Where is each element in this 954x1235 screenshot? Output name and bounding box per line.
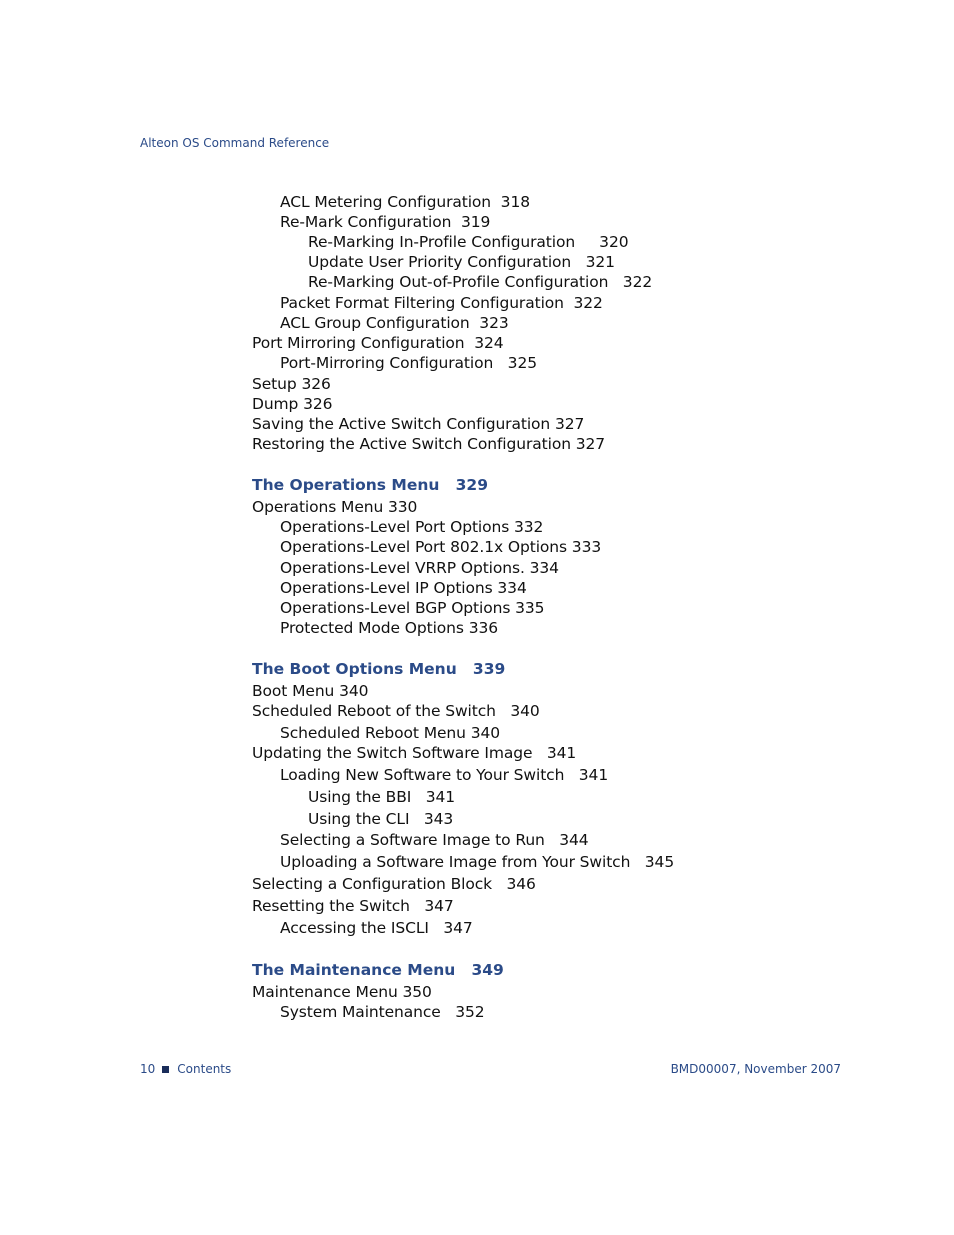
- toc-entry[interactable]: Loading New Software to Your Switch 341: [280, 766, 609, 784]
- toc-entry[interactable]: Dump 326: [252, 395, 333, 413]
- toc-entry[interactable]: ACL Group Configuration 323: [280, 314, 509, 332]
- toc-entry[interactable]: Resetting the Switch 347: [252, 897, 454, 915]
- toc-entry[interactable]: Operations Menu 330: [252, 498, 418, 516]
- toc-entry[interactable]: Protected Mode Options 336: [280, 619, 498, 637]
- page-number: 10: [140, 1062, 156, 1076]
- toc-entry[interactable]: Port Mirroring Configuration 324: [252, 334, 504, 352]
- toc-entry[interactable]: ACL Metering Configuration 318: [280, 193, 530, 211]
- toc-entry[interactable]: Re-Marking Out-of-Profile Configuration 322: [308, 273, 653, 291]
- toc-entry[interactable]: Re-Marking In-Profile Configuration 320: [308, 233, 629, 251]
- toc-entry[interactable]: Selecting a Configuration Block 346: [252, 875, 536, 893]
- toc-entry[interactable]: Update User Priority Configuration 321: [308, 253, 615, 271]
- toc-entry[interactable]: Re-Mark Configuration 319: [280, 213, 491, 231]
- toc-entry[interactable]: Selecting a Software Image to Run 344: [280, 831, 589, 849]
- toc-entry[interactable]: Updating the Switch Software Image 341: [252, 744, 577, 762]
- toc-entry[interactable]: Operations-Level BGP Options 335: [280, 599, 545, 617]
- toc-entry[interactable]: Uploading a Software Image from Your Switch 345: [280, 853, 675, 871]
- square-bullet-icon: [162, 1066, 169, 1073]
- toc-section-heading[interactable]: The Operations Menu 329: [252, 476, 488, 494]
- toc-entry[interactable]: Using the BBI 341: [308, 788, 455, 806]
- toc-entry[interactable]: Scheduled Reboot Menu 340: [280, 724, 500, 742]
- toc-entry[interactable]: Operations-Level Port 802.1x Options 333: [280, 538, 602, 556]
- toc-entry[interactable]: Operations-Level IP Options 334: [280, 579, 527, 597]
- toc-entry[interactable]: Accessing the ISCLI 347: [280, 919, 473, 937]
- toc-entry[interactable]: Port-Mirroring Configuration 325: [280, 354, 537, 372]
- toc-entry[interactable]: Scheduled Reboot of the Switch 340: [252, 702, 540, 720]
- toc-section-heading[interactable]: The Maintenance Menu 349: [252, 961, 504, 979]
- footer-section: Contents: [177, 1062, 232, 1076]
- toc-entry[interactable]: Boot Menu 340: [252, 682, 369, 700]
- toc-entry[interactable]: Operations-Level Port Options 332: [280, 518, 544, 536]
- toc-entry[interactable]: Operations-Level VRRP Options. 334: [280, 559, 559, 577]
- toc-section-heading[interactable]: The Boot Options Menu 339: [252, 660, 506, 678]
- toc-entry[interactable]: Setup 326: [252, 375, 331, 393]
- toc-entry[interactable]: Using the CLI 343: [308, 810, 454, 828]
- footer-doc-id: BMD00007, November 2007: [670, 1062, 841, 1076]
- toc-entry[interactable]: Saving the Active Switch Configuration 327: [252, 415, 585, 433]
- running-header: Alteon OS Command Reference: [140, 136, 330, 150]
- toc-entry[interactable]: System Maintenance 352: [280, 1003, 485, 1021]
- toc-entry[interactable]: Restoring the Active Switch Configuration 327: [252, 435, 606, 453]
- toc-entry[interactable]: Packet Format Filtering Configuration 322: [280, 294, 603, 312]
- toc-entry[interactable]: Maintenance Menu 350: [252, 983, 432, 1001]
- footer-left: [140, 1062, 231, 1076]
